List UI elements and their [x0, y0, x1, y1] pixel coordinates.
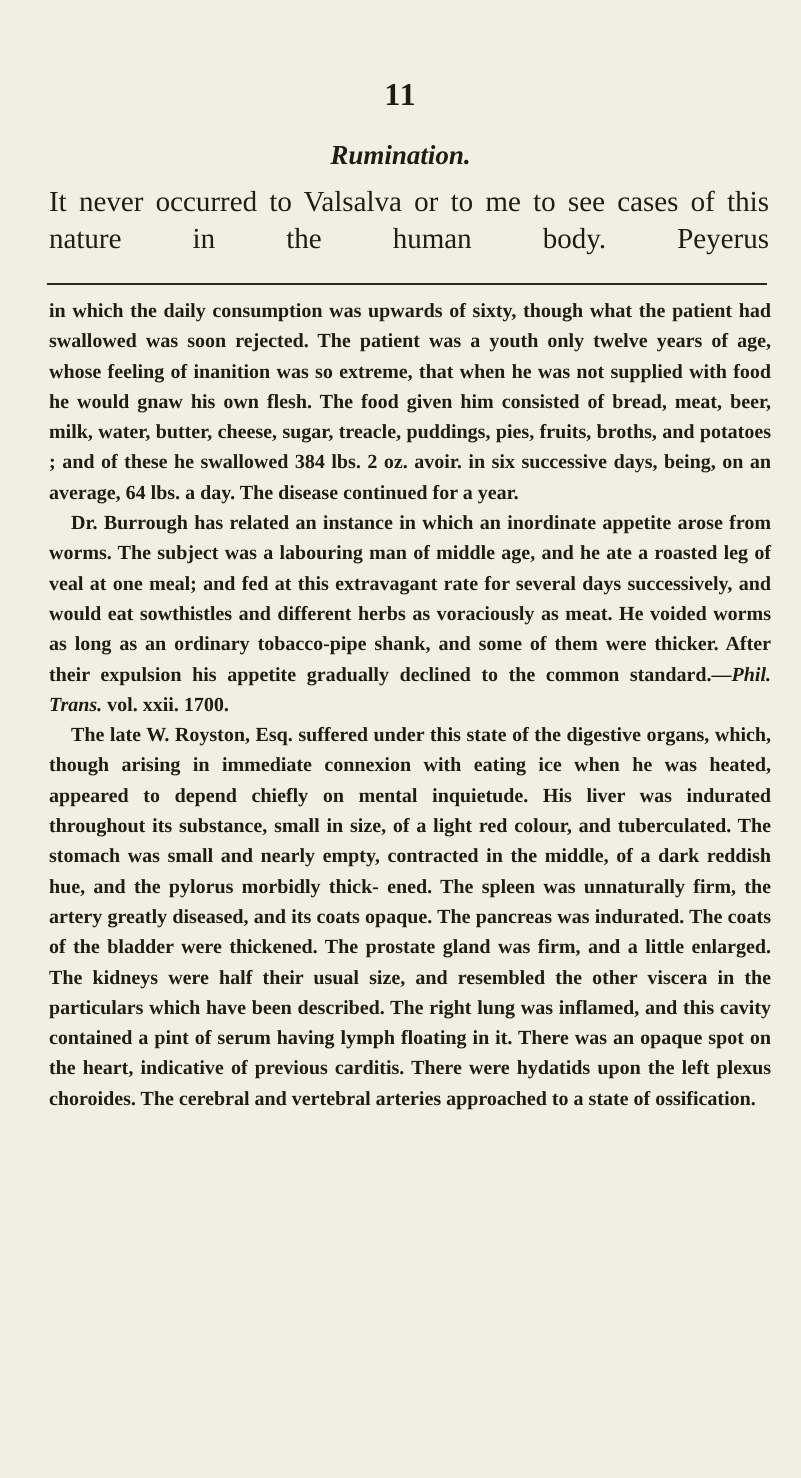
- body-text: [49, 296, 771, 1114]
- lead-text: It never occurred to Valsalva or to me to see cases of this nature in the human body. Peyerus: [49, 186, 769, 255]
- running-head: Rumination.: [330, 140, 471, 170]
- section-divider: [47, 283, 767, 285]
- paragraph: [49, 508, 771, 720]
- paragraph: The late W. Royston, Esq. suffered under this state of the digestive organs, which, though arising in immediate connexion with eating ice when he was heated, appeared to depend chiefly on mental inquietude. His liver was indurated throughout its substance, small in size, of a light red colour, and tuberculated. The stomach was small and nearly empty, contracted in the middle, of a dark reddish hue, and the pylorus morbidly thick- ened. The spleen was unnaturally firm, the artery greatly diseased, and its coats opaque. The pancreas was indurated. The coats of the bladder were thickened. The prostate gland was firm, and a little enlarged. The kidneys were half their usual size, and resembled the other viscera in the particulars which have been described. The right lung was inflamed, and this cavity contained a pint of serum having lymph floating in it. There was an opaque spot on the heart, indicative of previous carditis. There were hydatids upon the left plexus choroides. The cerebral and vertebral arteries approached to a state of ossification.: [49, 724, 771, 1110]
- citation-journal: Phil. Trans.: [49, 663, 771, 716]
- paragraph: in which the daily consumption was upwards of sixty, though what the patient had swallowed was soon rejected. The patient was a youth only twelve years of age, whose feeling of inanition was so extreme, that when he was not supplied with food he would gnaw his own flesh. The food given him consisted of bread, meat, beer, milk, water, butter, cheese, sugar, treacle, puddings, pies, fruits, broths, and potatoes ; and of these he swallowed 384 lbs. 2 oz. avoir. in six successive days, being, on an average, 64 lbs. a day. The disease continued for a year.: [49, 300, 771, 504]
- paragraph-text: Dr. Burrough has related an instance in which an inordinate appetite arose from worms. The subject was a labouring man of middle age, and he ate a roasted leg of veal at one meal; and fed at this extravagant rate for several days successively, and would eat sowthistles and different herbs as voraciously as meat. He voided worms as long as an ordinary tobacco-pipe shank, and some of them were thicker. After their expulsion his appetite gradually declined to the common standard.—: [49, 512, 771, 686]
- citation-volume: vol. xxii. 1700.: [102, 693, 229, 716]
- page-number: 11: [384, 76, 417, 112]
